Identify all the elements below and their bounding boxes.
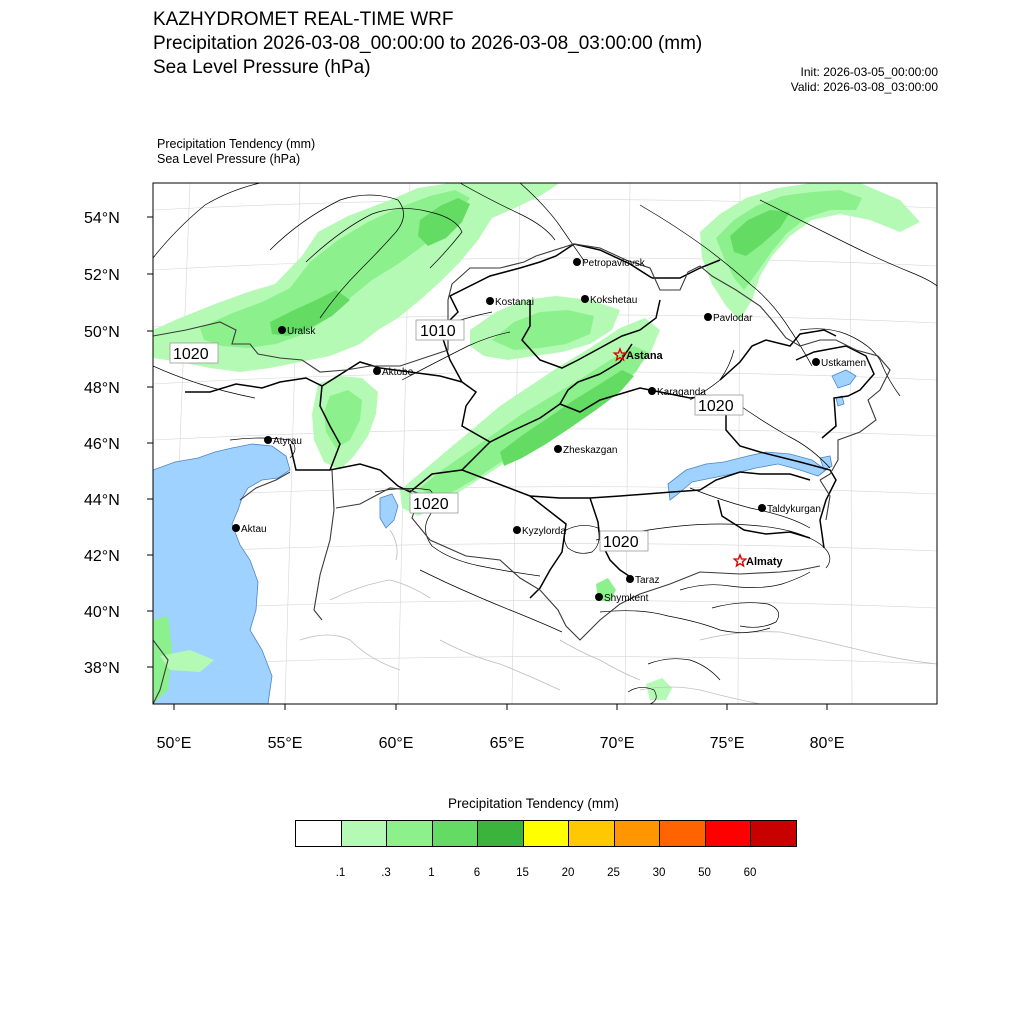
lake-balkhash xyxy=(668,452,826,500)
svg-text:1010: 1010 xyxy=(420,323,456,340)
legend-label: .3 xyxy=(381,867,391,879)
isobar-label-1020-south xyxy=(600,531,648,551)
city-label: Pavlodar xyxy=(713,313,753,324)
city-label: Aktau xyxy=(241,524,267,535)
lon-tick-label: 80°E xyxy=(809,735,845,752)
city-label: Shymkent xyxy=(604,593,649,604)
svg-text:1020: 1020 xyxy=(173,346,209,363)
city-dot-icon xyxy=(554,445,562,453)
city-dot-icon xyxy=(573,258,581,266)
capital-star-icon xyxy=(734,555,745,566)
city-label: Astana xyxy=(626,350,663,362)
city-dot-icon xyxy=(812,358,820,366)
init-time: Init: 2026-03-05_00:00:00 xyxy=(800,65,938,79)
city-kyzylorda xyxy=(513,526,566,537)
legend-swatch xyxy=(750,820,797,847)
mountain-outlines xyxy=(600,572,810,704)
city-taldykurgan xyxy=(758,504,821,515)
city-aktobe xyxy=(373,367,414,378)
title-line-1: KAZHYDROMET REAL-TIME WRF xyxy=(153,9,454,30)
city-label: Taldykurgan xyxy=(767,504,821,515)
lat-tick-label: 44°N xyxy=(84,492,120,509)
legend-swatch xyxy=(477,820,524,847)
city-atyrau xyxy=(264,436,302,447)
city-label: Uralsk xyxy=(287,326,316,337)
lat-tick-label: 42°N xyxy=(84,548,120,565)
city-label: Atyrau xyxy=(273,436,302,447)
city-shymkent xyxy=(595,593,649,604)
lat-tick-label: 50°N xyxy=(84,324,120,341)
svg-text:1020: 1020 xyxy=(413,496,449,513)
lat-tick-label: 52°N xyxy=(84,267,120,284)
city-almaty xyxy=(734,555,783,568)
terrain-contours xyxy=(300,530,937,704)
city-dot-icon xyxy=(581,295,589,303)
city-kostanai xyxy=(486,297,534,308)
lon-tick-label: 60°E xyxy=(378,735,414,752)
city-label: Taraz xyxy=(635,575,660,586)
valid-time: Valid: 2026-03-08_03:00:00 xyxy=(790,80,938,94)
city-dot-icon xyxy=(513,526,521,534)
map-area xyxy=(153,183,937,704)
city-label: Karaganda xyxy=(657,387,706,398)
legend-label: 50 xyxy=(698,867,711,879)
legend-swatch xyxy=(659,820,706,847)
city-label: Zheskazgan xyxy=(563,445,618,456)
legend-label: 6 xyxy=(473,867,481,879)
legend-swatch xyxy=(568,820,615,847)
lon-tick-label: 55°E xyxy=(267,735,303,752)
title-line-2: Precipitation 2026-03-08_00:00:00 to 2026-03-08_03:00:00 (mm) xyxy=(153,33,703,54)
lon-tick-label: 65°E xyxy=(489,735,525,752)
svg-text:1020: 1020 xyxy=(603,534,639,551)
isobar-label-1020-west xyxy=(170,343,218,363)
legend-label: 30 xyxy=(652,867,666,879)
city-label: Almaty xyxy=(746,556,783,568)
lon-tick-label: 70°E xyxy=(599,735,635,752)
svg-text:1020: 1020 xyxy=(698,398,734,415)
lon-axis-labels xyxy=(157,735,845,752)
city-label: Ustkamen xyxy=(821,358,867,369)
lat-axis-labels xyxy=(84,210,120,677)
legend-label: 15 xyxy=(516,867,529,879)
city-label: Kyzylorda xyxy=(522,526,566,537)
city-dot-icon xyxy=(232,524,240,532)
city-dot-icon xyxy=(264,436,272,444)
legend-title: Precipitation Tendency (mm) xyxy=(448,796,619,811)
legend-label: 25 xyxy=(607,867,620,879)
city-pavlodar xyxy=(704,313,753,324)
isobar-label-1020-east xyxy=(695,395,743,415)
legend-label: 1 xyxy=(428,867,435,879)
city-petropavlovsk xyxy=(573,258,646,269)
city-dot-icon xyxy=(704,313,712,321)
lat-tick-label: 38°N xyxy=(84,660,120,677)
legend-swatch xyxy=(705,820,752,847)
city-taraz xyxy=(626,575,659,586)
lon-tick-label: 75°E xyxy=(709,735,745,752)
city-dot-icon xyxy=(486,297,494,305)
city-dot-icon xyxy=(278,326,286,334)
city-label: Kostanai xyxy=(495,297,534,308)
city-kokshetau xyxy=(581,295,637,306)
city-ustkamen xyxy=(812,358,866,369)
legend-label: .1 xyxy=(335,867,346,879)
city-zheskazgan xyxy=(554,445,617,456)
title-line-3: Sea Level Pressure (hPa) xyxy=(153,57,371,78)
lat-tick-label: 54°N xyxy=(84,210,120,227)
lon-tick-label: 50°E xyxy=(156,735,192,752)
lat-tick-label: 48°N xyxy=(84,380,120,397)
city-label: Aktobe xyxy=(382,367,414,378)
lat-tick-label: 46°N xyxy=(84,436,120,453)
lake-zaysan xyxy=(832,370,856,388)
legend-swatch xyxy=(432,820,479,847)
city-label: Petropavlovsk xyxy=(582,258,645,269)
field-label-slp: Sea Level Pressure (hPa) xyxy=(157,152,301,166)
city-aktau xyxy=(232,524,267,535)
isobar-label-1010 xyxy=(416,320,464,340)
isobar-label-1020-aral xyxy=(410,493,458,513)
legend-label: 60 xyxy=(743,867,757,879)
city-karaganda xyxy=(648,387,706,398)
legend-swatch xyxy=(523,820,570,847)
city-dot-icon xyxy=(758,504,766,512)
aral-sea xyxy=(380,494,398,528)
legend-swatch xyxy=(295,820,342,847)
city-dot-icon xyxy=(648,387,656,395)
city-label: Kokshetau xyxy=(590,295,638,306)
legend-label: 20 xyxy=(561,867,575,879)
field-label-precip: Precipitation Tendency (mm) xyxy=(157,137,316,151)
city-dot-icon xyxy=(595,593,603,601)
legend-swatch xyxy=(614,820,661,847)
lat-tick-label: 40°N xyxy=(84,604,120,621)
city-dot-icon xyxy=(373,367,381,375)
city-dot-icon xyxy=(626,575,634,583)
legend-swatch xyxy=(341,820,388,847)
legend-swatch xyxy=(386,820,433,847)
